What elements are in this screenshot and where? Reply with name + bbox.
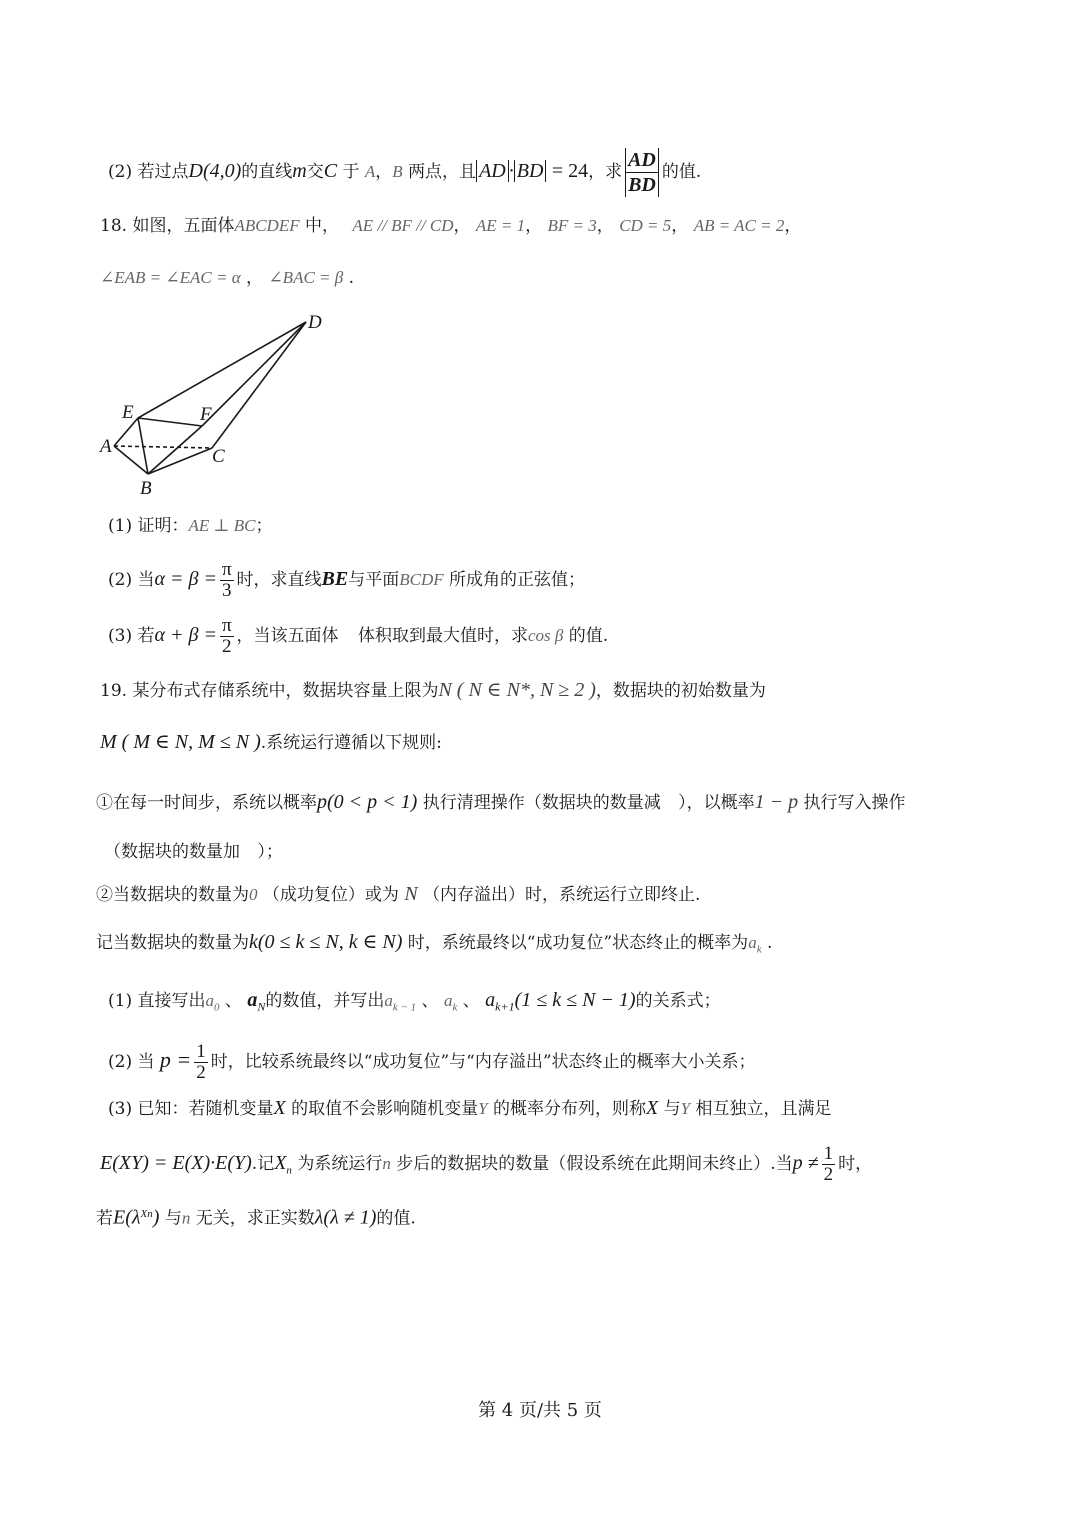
label-a: A [100, 436, 112, 457]
fraction-one-half: $\frac{1}{2}$ [823, 1143, 834, 1185]
abs-bd: BD [514, 160, 547, 182]
q19-part3-line3: 若$E(\lambda^{Xn})$ 与n 无关，求正实数λ(λ ≠ 1)的值. [96, 1206, 416, 1229]
part-number: (1) [108, 991, 133, 1011]
q19-part2: (2) 当 p = $\frac{1}{2}$ 时，比较系统最终以“成功复位”与“内存溢出”状态终止的概率大小关系； [108, 1041, 756, 1083]
q19-stem-line1: 19. 某分布式存储系统中，数据块容量上限为N ( N ∈ N*, N ≥ 2 )，数据块的初始数量为 [100, 679, 766, 701]
q19-part1: (1) 直接写出$a_0$ 、 $a_N$的数值，并写出$a_{k - 1}$ 、 $a_k$ 、 $a_{k+1}(1 \le k \le N - 1)$的关系式； [108, 989, 721, 1014]
q18-stem-line1: 18. 如图，五面体ABCDEF 中， AE // BF // CD， AE = 1， BF = 3， CD = 5， AB = AC = 2， [100, 216, 802, 236]
label-b: B [140, 478, 152, 499]
fraction-one-half: $\frac{1}{2}$ [196, 1041, 206, 1083]
q17-part2: (2) 若过点D(4,0)的直线m交C 于 A，B 两点，且 AD · BD = 24，求 $\frac{AD}{BD}$ 的值. [108, 149, 702, 196]
edge-ac-hidden [114, 446, 212, 448]
label-f: F [200, 404, 212, 425]
label-e: E [122, 402, 134, 423]
q19-rule2: ②当数据块的数量为0 （成功复位）或为 N （内存溢出）时，系统运行立即终止. [96, 883, 701, 905]
part-number: (2) [108, 162, 133, 182]
q19-part3-line1: (3) 已知：若随机变量X 的取值不会影响随机变量Y 的概率分布列，则称X 与Y 相互独立，且满足 [108, 1097, 832, 1119]
part-number: (3) [108, 626, 133, 646]
figure-edges [114, 322, 306, 474]
q18-part1: (1) 证明：AE ⊥ BC； [108, 516, 273, 536]
q19-rule1-line1: ①在每一时间步，系统以概率p(0 < p < 1) 执行清理操作（数据块的数量减 ），以概率1 − p 执行写入操作 [96, 791, 906, 813]
edge-fd [202, 322, 306, 426]
q19-stem-line2: M ( M ∈ N, M ≤ N ).系统运行遵循以下规则: [100, 731, 442, 753]
edge-ab [114, 446, 148, 474]
question-number: 19. [100, 681, 128, 701]
part-number: (3) [108, 1099, 133, 1119]
edge-cd [212, 322, 306, 448]
q18-part3: (3) 若α + β = $\frac{\pi}{2}$ ，当该五面体 体积取到最大值时，求cos β 的值. [108, 615, 609, 657]
fraction-pi-2: $\frac{\pi}{2}$ [221, 615, 232, 657]
edge-ef [138, 418, 202, 426]
page-footer: 第 4 页/共 5 页 [478, 1400, 602, 1421]
label-d: D [308, 312, 322, 333]
edge-ed [138, 322, 306, 418]
part-number: (1) [108, 516, 133, 536]
q18-stem-line2: ∠EAB = ∠EAC = α ， ∠BAC = β . [100, 268, 355, 288]
label-c: C [212, 446, 225, 467]
question-number: 18. [100, 216, 128, 236]
abs-ad: AD [476, 160, 509, 182]
part-number: (2) [108, 570, 133, 590]
edge-bf [148, 426, 202, 474]
q19-rule1-line2: （数据块的数量加 ）； [104, 842, 283, 862]
part-number: (2) [108, 1052, 133, 1072]
pentahedron-figure [96, 308, 336, 504]
edge-bc [148, 448, 212, 474]
fraction-ad-bd: $\frac{AD}{BD}$ [625, 148, 659, 197]
q19-part3-line2: E(XY) = E(X)·E(Y).记$X_n$ 为系统运行n 步后的数据块的数量（假设系统在此期间未终止）.当p ≠ $\frac{1}{2}$ 时， [100, 1143, 873, 1185]
fraction-pi-3: $\frac{\pi}{3}$ [221, 559, 232, 601]
math-point-d: D(4,0) [188, 160, 242, 182]
q18-part2: (2) 当α = β = $\frac{\pi}{3}$ 时，求直线BE与平面BCDF 所成角的正弦值； [108, 559, 586, 601]
q19-definition: 记当数据块的数量为k(0 ≤ k ≤ N, k ∈ N) 时，系统最终以“成功复位”状态终止的概率为$a_k$ . [96, 931, 773, 956]
